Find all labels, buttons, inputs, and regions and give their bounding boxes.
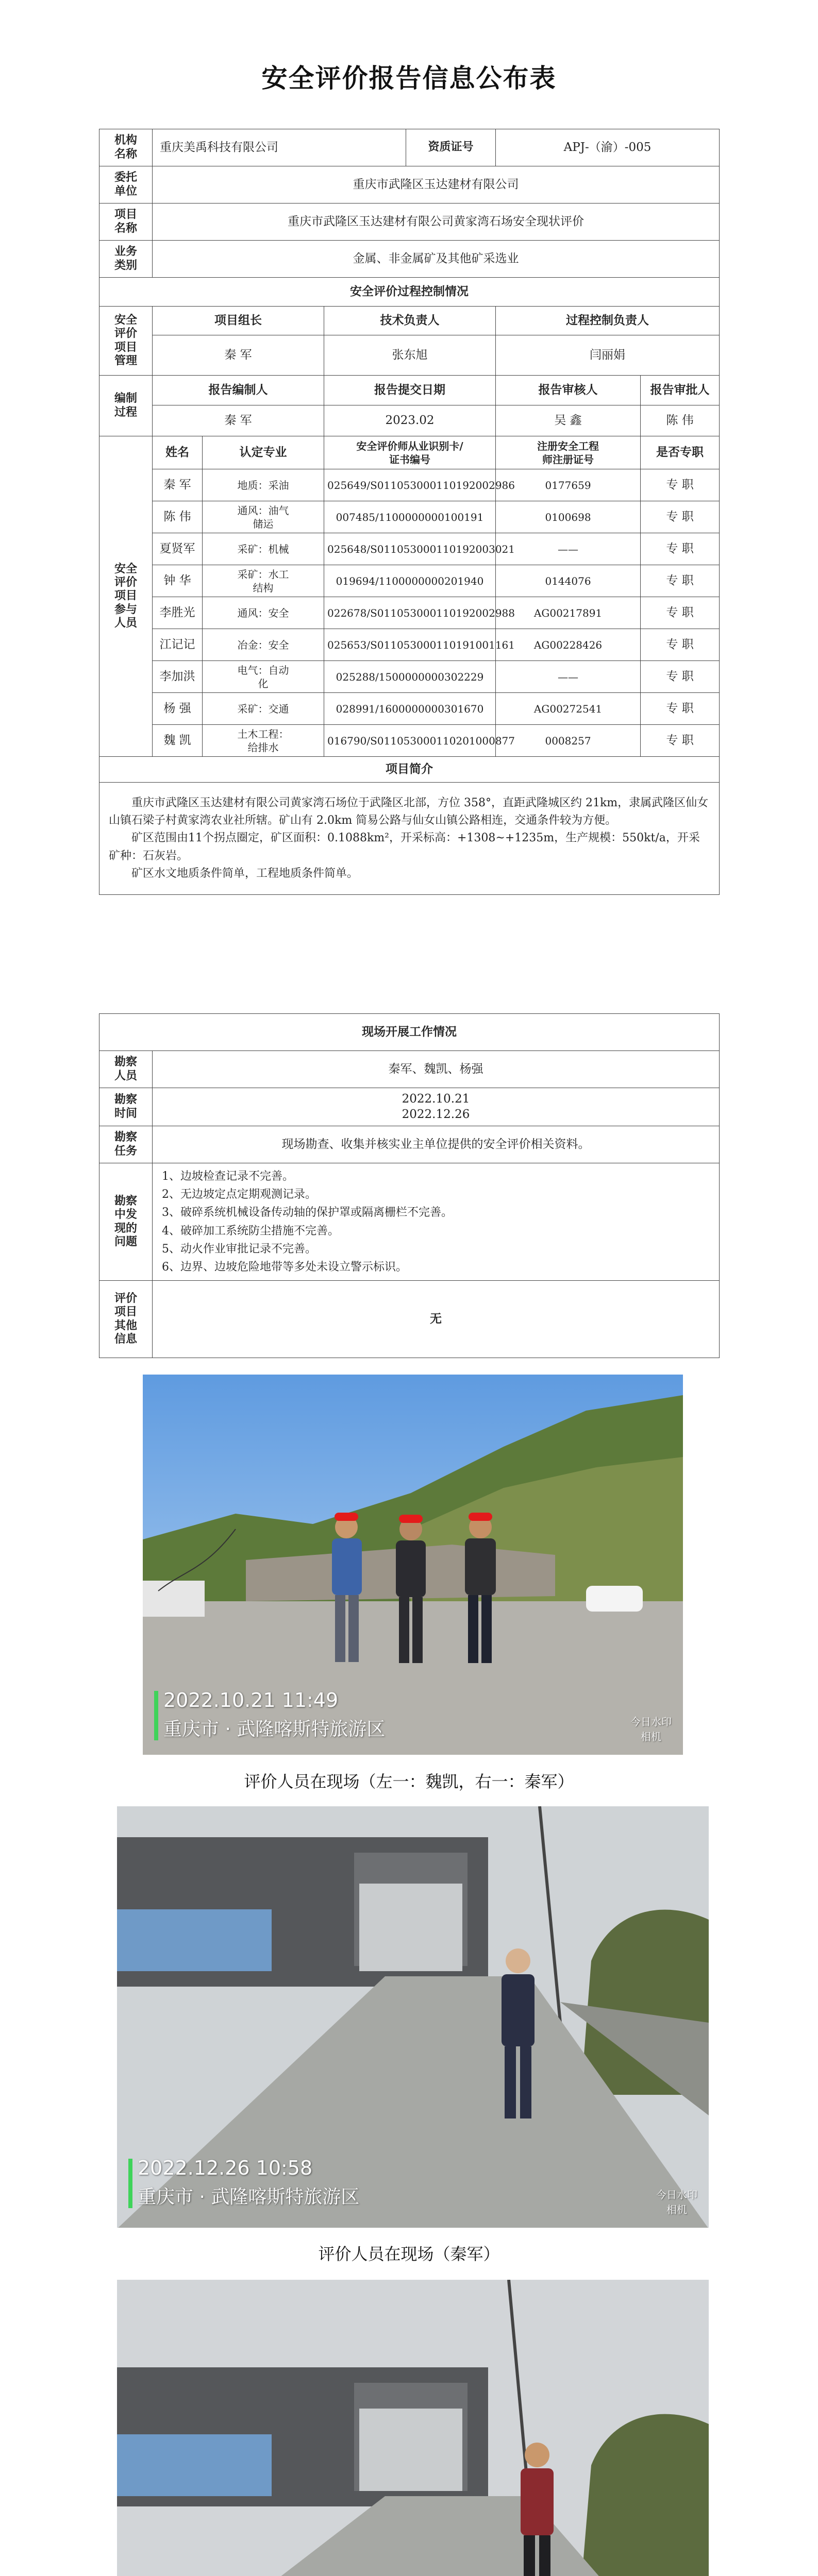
staff-major: 土木工程： 给排水 [203, 725, 324, 757]
staff-reg: AG00272541 [496, 693, 641, 725]
client-label: 委托 单位 [99, 166, 153, 204]
compile-value-author: 秦 军 [153, 405, 324, 436]
watermark-brand: 今日水印 相机 [656, 2189, 697, 2216]
survey-value: 秦军、魏凯、杨强 [153, 1051, 720, 1088]
staff-reg: 0008257 [496, 725, 641, 757]
table-row [99, 597, 720, 629]
photo-timestamp: 2022.10.21 11:49 [163, 1689, 339, 1711]
photo-timestamp: 2022.12.26 10:58 [138, 2157, 313, 2179]
list-item: 3、破碎系统机械设备传动轴的保护罩或隔离栅栏不完善。 [162, 1206, 453, 1219]
intro-paragraph: 矿区水文地质条件简单，工程地质条件简单。 [131, 867, 359, 880]
staff-full: 专 职 [641, 501, 720, 533]
mgmt-value-leader: 秦 军 [153, 335, 324, 376]
intro-section-title: 项目简介 [99, 757, 720, 783]
staff-card: 025648/S011053000110192003021 [324, 533, 496, 565]
watermark-brand: 今日水印 相机 [630, 1716, 672, 1743]
staff-reg: AG00228426 [496, 629, 641, 661]
staff-header-name: 姓名 [153, 436, 203, 469]
staff-header-major: 认定专业 [203, 436, 324, 469]
staff-card: 022678/S011053000110192002988 [324, 597, 496, 629]
photo-2-caption: 评价人员在现场（秦军） [318, 2244, 500, 2264]
staff-major: 电气：自动 化 [203, 661, 324, 693]
table-row [99, 725, 720, 757]
intro-paragraph: 矿区范围由11个拐点圈定，矿区面积：0.1088km²，开采标高：+1308~+1235m，生产规模：550kt/a，开采矿种：石灰岩。 [109, 832, 700, 862]
staff-card: 019694/1100000000201940 [324, 565, 496, 597]
table-row [99, 565, 720, 597]
photo-1-watermark [163, 1689, 385, 1741]
staff-reg: —— [496, 661, 641, 693]
staff-major: 冶金：安全 [203, 629, 324, 661]
survey-label: 勘察 人员 [99, 1051, 153, 1088]
staff-card: 007485/1100000000100191 [324, 501, 496, 533]
time-value [153, 1088, 720, 1126]
staff-full: 专 职 [641, 629, 720, 661]
intro-paragraph: 重庆市武隆区玉达建材有限公司黄家湾石场位于武隆区北部，方位 358°，直距武隆城区约 21km，隶属武隆区仙女山镇石梁子村黄家湾农业社所辖。矿山有 2.0km 简易公路与仙女山镇公路相连，交通条件较为方便。 [109, 796, 709, 827]
survey-date: 2022.10.21 [402, 1092, 470, 1106]
table-row [99, 629, 720, 661]
staff-full: 专 职 [641, 661, 720, 693]
project-value: 重庆市武隆区玉达建材有限公司黄家湾石场安全现状评价 [153, 204, 720, 241]
staff-header-full: 是否专职 [641, 436, 720, 469]
compile-value-reviewer: 吴 鑫 [496, 405, 641, 436]
process-section-title: 安全评价过程控制情况 [99, 278, 720, 307]
staff-major: 采矿：水工 结构 [203, 565, 324, 597]
staff-reg: AG00217891 [496, 597, 641, 629]
staff-name: 钟 华 [153, 565, 203, 597]
cert-value: APJ-（渝）-005 [496, 129, 720, 166]
staff-name: 夏贤军 [153, 533, 203, 565]
photo-3-scene [117, 2280, 709, 2576]
list-item: 5、动火作业审批记录不完善。 [162, 1242, 316, 1256]
staff-header-reg: 注册安全工程 师注册证号 [496, 436, 641, 469]
staff-card: 028991/1600000000301670 [324, 693, 496, 725]
mgmt-value-tech: 张东旭 [324, 335, 496, 376]
staff-major: 采矿：交通 [203, 693, 324, 725]
staff-reg: 0100698 [496, 501, 641, 533]
client-value: 重庆市武隆区玉达建材有限公司 [153, 166, 720, 204]
staff-full: 专 职 [641, 597, 720, 629]
staff-name: 李胜光 [153, 597, 203, 629]
org-value: 重庆美禹科技有限公司 [153, 129, 406, 166]
staff-major: 通风：安全 [203, 597, 324, 629]
info-table [99, 129, 720, 895]
issues-label: 勘察 中发 现的 问题 [99, 1163, 153, 1281]
staff-reg: 0177659 [496, 469, 641, 501]
other-value: 无 [153, 1281, 720, 1358]
table-row [99, 693, 720, 725]
staff-label: 安全 评价 项目 参与 人员 [99, 436, 153, 757]
survey-date: 2022.12.26 [402, 1107, 470, 1121]
task-label: 勘察 任务 [99, 1126, 153, 1163]
field-table [99, 1013, 720, 1358]
staff-full: 专 职 [641, 533, 720, 565]
staff-major: 采矿：机械 [203, 533, 324, 565]
staff-reg: —— [496, 533, 641, 565]
compile-label: 编制 过程 [99, 376, 153, 436]
compile-header-approver: 报告审批人 [641, 376, 720, 405]
compile-header-author: 报告编制人 [153, 376, 324, 405]
project-intro [99, 783, 720, 895]
issues-list [153, 1163, 720, 1281]
staff-name: 江记记 [153, 629, 203, 661]
list-item: 2、无边坡定点定期观测记录。 [162, 1188, 316, 1201]
site-photo-1 [143, 1375, 683, 1755]
task-value: 现场勘查、收集并核实业主单位提供的安全评价相关资料。 [153, 1126, 720, 1163]
other-label: 评价 项目 其他 信息 [99, 1281, 153, 1358]
staff-name: 秦 军 [153, 469, 203, 501]
compile-header-date: 报告提交日期 [324, 376, 496, 405]
mgmt-header-tech: 技术负责人 [324, 307, 496, 335]
table-row [99, 661, 720, 693]
photo-location: 重庆市 · 武隆喀斯特旅游区 [163, 1719, 386, 1740]
table-row [99, 533, 720, 565]
staff-full: 专 职 [641, 469, 720, 501]
mgmt-label: 安全 评价 项目 管理 [99, 307, 153, 376]
time-label: 勘察 时间 [99, 1088, 153, 1126]
staff-full: 专 职 [641, 565, 720, 597]
staff-card: 025288/1500000000302229 [324, 661, 496, 693]
page-title: 安全评价报告信息公布表 [261, 63, 557, 93]
staff-full: 专 职 [641, 725, 720, 757]
site-photo-3 [117, 2280, 709, 2576]
staff-name: 魏 凯 [153, 725, 203, 757]
staff-name: 李加洪 [153, 661, 203, 693]
mgmt-value-control: 闫丽娟 [496, 335, 720, 376]
staff-card: 025653/S011053000110191001161 [324, 629, 496, 661]
staff-major: 地质：采油 [203, 469, 324, 501]
business-label: 业务 类别 [99, 241, 153, 278]
business-value: 金属、非金属矿及其他矿采选业 [153, 241, 720, 278]
table-row [99, 469, 720, 501]
cert-label: 资质证号 [406, 129, 496, 166]
org-label: 机构 名称 [99, 129, 153, 166]
photo-2-watermark [138, 2157, 359, 2209]
photo-1-caption: 评价人员在现场（左一：魏凯，右一：秦军） [244, 1772, 574, 1791]
staff-reg: 0144076 [496, 565, 641, 597]
photo-location: 重庆市 · 武隆喀斯特旅游区 [138, 2187, 360, 2208]
list-item: 6、边界、边坡危险地带等多处未设立警示标识。 [162, 1260, 407, 1274]
list-item: 1、边坡检查记录不完善。 [162, 1170, 294, 1183]
compile-value-approver: 陈 伟 [641, 405, 720, 436]
staff-major: 通风：油气 储运 [203, 501, 324, 533]
mgmt-header-control: 过程控制负责人 [496, 307, 720, 335]
list-item: 4、破碎加工系统防尘措施不完善。 [162, 1224, 339, 1238]
staff-full: 专 职 [641, 693, 720, 725]
field-section-title: 现场开展工作情况 [99, 1014, 720, 1051]
staff-name: 杨 强 [153, 693, 203, 725]
staff-card: 016790/S011053000110201000877 [324, 725, 496, 757]
staff-name: 陈 伟 [153, 501, 203, 533]
staff-card: 025649/S011053000110192002986 [324, 469, 496, 501]
project-label: 项目 名称 [99, 204, 153, 241]
compile-header-reviewer: 报告审核人 [496, 376, 641, 405]
staff-header-card: 安全评价师从业识别卡/ 证书编号 [324, 436, 496, 469]
table-row [99, 501, 720, 533]
mgmt-header-leader: 项目组长 [153, 307, 324, 335]
compile-value-date: 2023.02 [324, 405, 496, 436]
site-photo-2 [117, 1806, 709, 2228]
